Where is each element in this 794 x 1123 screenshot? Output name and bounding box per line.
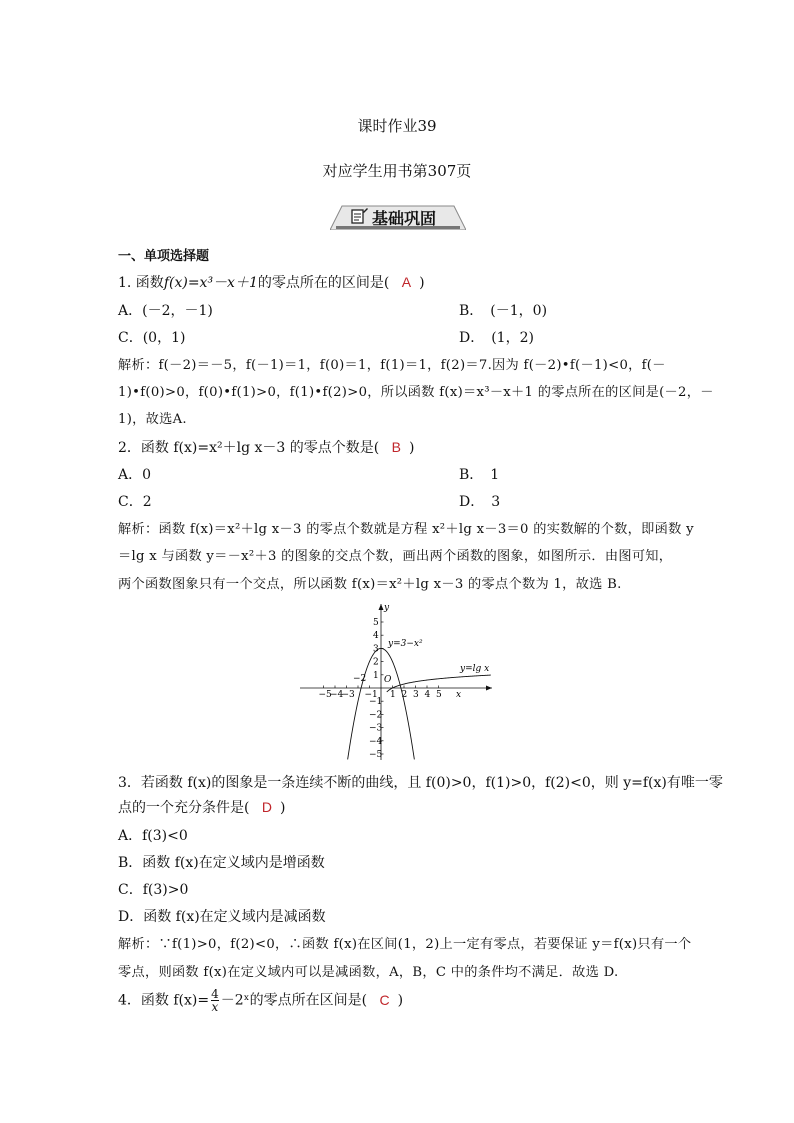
- q2-solution-line: 两个函数图象只有一个交点，所以函数 f(x)＝x²＋lg x－3 的零点个数为 1，故选 B.: [118, 577, 622, 592]
- function-graph: [296, 600, 496, 764]
- y-axis-arrow: [379, 604, 384, 610]
- q3-solution-line: 解析：∵f(1)>0，f(2)<0，∴函数 f(x)在区间(1，2)上一定有零点，若要保证 y＝f(x)只有一个: [118, 937, 692, 952]
- q1-option-c: C．(0，1): [118, 330, 186, 346]
- question-2-stem: [118, 437, 414, 457]
- q3-solution-line: 零点，则函数 f(x)在定义域内可以是减函数，A，B，C 中的条件均不满足．故选 D.: [118, 965, 619, 980]
- x-tick-label: −5: [318, 690, 332, 700]
- y-tick-label: −3: [369, 723, 383, 734]
- q1-stem-part: 的零点所在的区间是(: [257, 275, 390, 291]
- x-tick-label: −1: [364, 690, 378, 700]
- q3-stem-text: 点的一个充分条件是(: [118, 800, 250, 816]
- x-tick-label: −2: [353, 674, 367, 684]
- q2-paren: ): [409, 440, 415, 456]
- q4-stem-part: 4．函数 f(x)=: [118, 992, 210, 1009]
- y-tick-label: −1: [369, 697, 383, 708]
- q1-option-a: A．(－2，－1): [118, 303, 213, 319]
- q3-option-c: C．f(3)>0: [118, 882, 189, 898]
- q1-solution-line: 1)•f(0)>0，f(0)•f(1)>0，f(1)•f(2)>0，所以函数 f(x)＝x³－x＋1 的零点所在的区间是(－2，－: [118, 385, 714, 400]
- y-tick-label: 4: [373, 631, 379, 642]
- q4-fraction: [211, 988, 219, 1013]
- banner-text: 基础巩固: [372, 209, 437, 228]
- q2-solution-line: ＝lg x 与函数 y＝－x²＋3 的图象的交点个数，画出两个函数的图象，如图所示．由图可知，: [118, 549, 673, 564]
- q2-option-a: A．0: [118, 467, 152, 483]
- q1-solution-line: 1)，故选A.: [118, 412, 187, 427]
- y-tick-label: 1: [373, 670, 379, 681]
- parabola-label: y=3−x²: [388, 639, 423, 649]
- q2-stem-text: 2．函数 f(x)=x²＋lg x－3 的零点个数是(: [118, 440, 380, 456]
- q4-frac-numerator: 4: [211, 987, 219, 1001]
- q1-stem-part: 1. 函数: [118, 275, 164, 291]
- q4-answer: C: [379, 991, 390, 1008]
- x-axis-label: x: [456, 690, 462, 700]
- origin-label: O: [384, 675, 392, 685]
- x-tick-label: −4: [330, 690, 344, 700]
- x-tick-label: 3: [413, 690, 419, 700]
- q3-option-a: A．f(3)<0: [118, 828, 188, 844]
- x-tick-label: 1: [390, 690, 396, 700]
- q3-paren: ): [280, 800, 286, 816]
- q1-option-d: D． (1，2): [459, 330, 534, 346]
- y-tick-label: 3: [373, 644, 379, 655]
- q2-answer: B: [391, 439, 401, 455]
- x-tick-label: 5: [436, 690, 442, 700]
- q3-answer: D: [261, 799, 273, 815]
- x-tick-label: 2: [401, 690, 408, 700]
- q2-option-c: C．2: [118, 494, 152, 510]
- q3-option-d: D．函数 f(x)在定义域内是减函数: [118, 909, 326, 925]
- q4-paren: ): [397, 992, 404, 1009]
- q4-stem-part: －2ˣ的零点所在区间是(: [220, 992, 368, 1009]
- q2-solution-line: 解析：函数 f(x)＝x²＋lg x－3 的零点个数就是方程 x²＋lg x－3＝0 的实数解的个数，即函数 y: [118, 522, 694, 537]
- y-tick-label: 5: [373, 618, 379, 628]
- q3-option-b: B．函数 f(x)在定义域内是增函数: [118, 855, 325, 871]
- q1-solution-line: 解析：f(－2)＝－5，f(－1)＝1，f(0)＝1，f(1)＝1，f(2)＝7.因为 f(－2)•f(－1)<0，f(－: [118, 358, 666, 373]
- question-1-stem: [118, 272, 425, 292]
- q1-formula: f(x)=x³－x＋1: [163, 275, 258, 291]
- q1-answer: A: [401, 274, 412, 290]
- y-axis-label: y: [384, 603, 390, 613]
- q1-paren: ): [419, 275, 425, 291]
- section-heading: 一、单项选择题: [118, 249, 210, 264]
- question-3-stem-line1: 3．若函数 f(x)的图象是一条连续不断的曲线，且 f(0)>0，f(1)>0，f(2)<0，则 y=f(x)有唯一零: [118, 775, 723, 791]
- q2-option-d: D． 3: [459, 494, 501, 510]
- question-4-stem: [118, 988, 403, 1013]
- y-tick-label: −2: [369, 710, 383, 721]
- q1-option-b: B． (－1，0): [459, 303, 548, 319]
- section-banner: [330, 204, 466, 230]
- q2-option-b: B． 1: [459, 467, 500, 483]
- y-tick-label: −4: [369, 736, 383, 747]
- x-tick-label: 4: [424, 690, 431, 700]
- question-3-stem-line2: [118, 797, 286, 817]
- x-tick-label: −3: [341, 690, 355, 700]
- q4-frac-denominator: x: [211, 1000, 219, 1014]
- page-title: 课时作业39: [357, 117, 437, 135]
- x-axis-arrow: [486, 686, 492, 691]
- y-tick-label: 2: [373, 657, 379, 668]
- log-label: y=lg x: [460, 664, 490, 674]
- y-tick-label: −5: [369, 750, 383, 760]
- page-subtitle: 对应学生用书第307页: [322, 162, 472, 180]
